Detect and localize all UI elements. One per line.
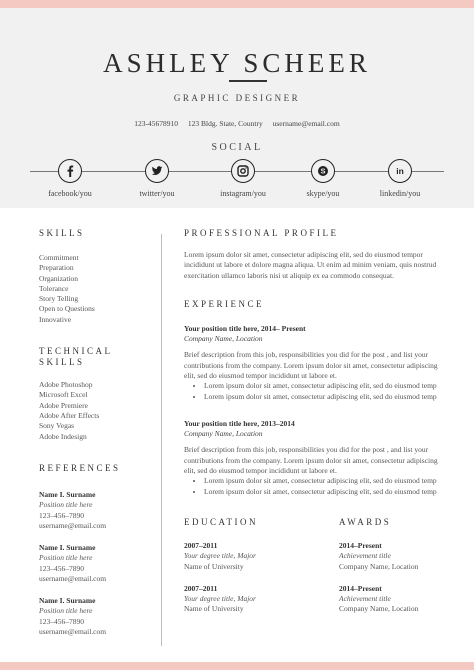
reference-phone: 123–456–7890 <box>39 510 84 520</box>
award-company: Company Name, Location <box>339 561 419 571</box>
experience-heading: EXPERIENCE <box>184 299 264 310</box>
list-item: Innovative <box>39 314 72 324</box>
job-company: Company Name, Location <box>184 429 263 439</box>
education-school: Name of University <box>184 561 244 571</box>
social-twitter[interactable] <box>112 159 202 198</box>
skype-icon <box>311 159 335 183</box>
job-bullets <box>184 381 444 402</box>
applicant-name: ASHLEY SCHEER <box>103 48 371 78</box>
list-item: Open to Questions <box>39 304 95 314</box>
linkedin-icon <box>388 159 412 183</box>
skills-heading: SKILLS <box>39 228 85 238</box>
job-role: GRAPHIC DESIGNER <box>173 93 301 103</box>
contact-line <box>0 119 474 128</box>
education-degree: Your degree title, Major <box>184 594 256 604</box>
technical-skills-heading <box>39 346 159 368</box>
job-bullets <box>184 476 444 497</box>
list-item: • Lorem ipsum dolor sit amet, consectetur adipiscing elit, sed do eiusmod temp <box>204 487 444 497</box>
education-years: 2007–2011 <box>184 583 218 593</box>
reference-role: Position title here <box>39 606 93 616</box>
social-facebook[interactable] <box>25 159 115 198</box>
references-heading: REFERENCES <box>39 462 121 473</box>
list-item: • Lorem ipsum dolor sit amet, consectetur adipiscing elit, sed do eiusmod temp <box>204 392 444 402</box>
list-item: • Lorem ipsum dolor sit amet, consectetur adipiscing elit, sed do eiusmod temp <box>204 381 444 391</box>
award-years: 2014–Present <box>339 583 382 593</box>
job-description: Brief description from this job, responsibilities you did for the post , and list your contributions from the company. Lorem ipsum dolor sit amet, consectetur adipiscing elit, sed do eiusmod tempor incididunt ut labore et. <box>184 350 438 381</box>
job-description: Brief description from this job, responsibilities you did for the post , and list your contributions from the company. Lorem ipsum dolor sit amet, consectetur adipiscing elit, sed do eiusmod tempor incididunt ut labore et. <box>184 445 438 476</box>
reference-phone: 123–456–7890 <box>39 616 84 626</box>
address: 123 Bldg. State, Country <box>187 119 263 128</box>
list-item: Preparation <box>39 263 74 273</box>
list-item: Adobe Premiere <box>39 400 88 410</box>
twitter-icon <box>145 159 169 183</box>
phone-number: 123-45678910 <box>134 119 179 128</box>
svg-text:S: S <box>320 166 326 176</box>
list-item: Adobe Photoshop <box>39 380 93 390</box>
awards-heading: AWARDS <box>339 517 392 528</box>
list-item: Adobe After Effects <box>39 410 100 420</box>
profile-heading: PROFESSIONAL PROFILE <box>184 228 339 238</box>
award-entry <box>339 541 444 572</box>
education-entry <box>184 541 339 572</box>
name-underline <box>229 80 267 82</box>
email-address: username@email.com <box>272 119 340 128</box>
list-item: Adobe Indesign <box>39 431 87 441</box>
social-instagram[interactable] <box>198 159 288 198</box>
list-item: Organization <box>39 273 79 283</box>
social-heading: SOCIAL <box>211 142 263 153</box>
svg-text:in: in <box>396 166 404 176</box>
list-item: Commitment <box>39 253 79 262</box>
reference-phone: 123–456–7890 <box>39 563 84 573</box>
education-column <box>184 517 339 614</box>
award-title: Achievement title <box>339 551 391 561</box>
right-column <box>184 228 444 615</box>
job-title: Your position title here, 2013–2014 <box>184 419 295 429</box>
social-label: linkedin/you <box>379 189 421 198</box>
technical-heading-line1: TECHNICAL <box>39 346 113 357</box>
awards-column <box>339 517 444 614</box>
technical-skills-list <box>39 380 159 442</box>
reference-email: username@email.com <box>39 627 107 637</box>
reference-entry <box>39 596 159 638</box>
education-school: Name of University <box>184 604 244 614</box>
resume-header <box>0 8 474 208</box>
reference-email: username@email.com <box>39 521 107 531</box>
instagram-icon <box>231 159 255 183</box>
social-linkedin[interactable] <box>355 159 445 198</box>
education-years: 2007–2011 <box>184 541 218 551</box>
skills-list <box>39 253 159 325</box>
job-entry <box>184 324 444 402</box>
list-item: Tolerance <box>39 283 69 293</box>
job-entry <box>184 419 444 497</box>
reference-entry <box>39 490 159 532</box>
reference-role: Position title here <box>39 500 93 510</box>
list-item: • Lorem ipsum dolor sit amet, consectetur adipiscing elit, sed do eiusmod temp <box>204 476 444 486</box>
job-title: Your position title here, 2014– Present <box>184 324 306 334</box>
award-company: Company Name, Location <box>339 604 419 614</box>
reference-name: Name I. Surname <box>39 489 96 499</box>
social-label: skype/you <box>306 189 340 198</box>
social-label: facebook/you <box>48 189 92 198</box>
column-divider <box>161 234 162 646</box>
education-degree: Your degree title, Major <box>184 551 256 561</box>
award-title: Achievement title <box>339 594 391 604</box>
profile-text: Lorem ipsum dolor sit amet, consectetur adipiscing elit, sed do eiusmod tempor incididunt ut labore et dolore magna aliqua. Ut enim ad minim veniam, quis nostrud exercitation ullamco laboris nisi ut aliquip ex ea commodo consequat. <box>184 250 437 280</box>
list-item: Story Telling <box>39 294 79 304</box>
list-item: Sony Vegas <box>39 421 75 431</box>
reference-entry <box>39 543 159 585</box>
technical-heading-line2: SKILLS <box>39 357 85 368</box>
award-years: 2014–Present <box>339 541 382 551</box>
social-label: instagram/you <box>220 189 266 198</box>
reference-role: Position title here <box>39 553 93 563</box>
education-entry <box>184 584 339 615</box>
left-column <box>39 228 159 638</box>
education-heading: EDUCATION <box>184 517 258 528</box>
resume-page <box>0 8 474 662</box>
social-label: twitter/you <box>139 189 175 198</box>
reference-email: username@email.com <box>39 574 107 584</box>
education-awards-section <box>184 517 444 614</box>
reference-name: Name I. Surname <box>39 542 96 552</box>
facebook-icon <box>58 159 82 183</box>
reference-name: Name I. Surname <box>39 595 96 605</box>
award-entry <box>339 584 444 615</box>
job-company: Company Name, Location <box>184 334 263 344</box>
list-item: Microsoft Excel <box>39 390 88 400</box>
